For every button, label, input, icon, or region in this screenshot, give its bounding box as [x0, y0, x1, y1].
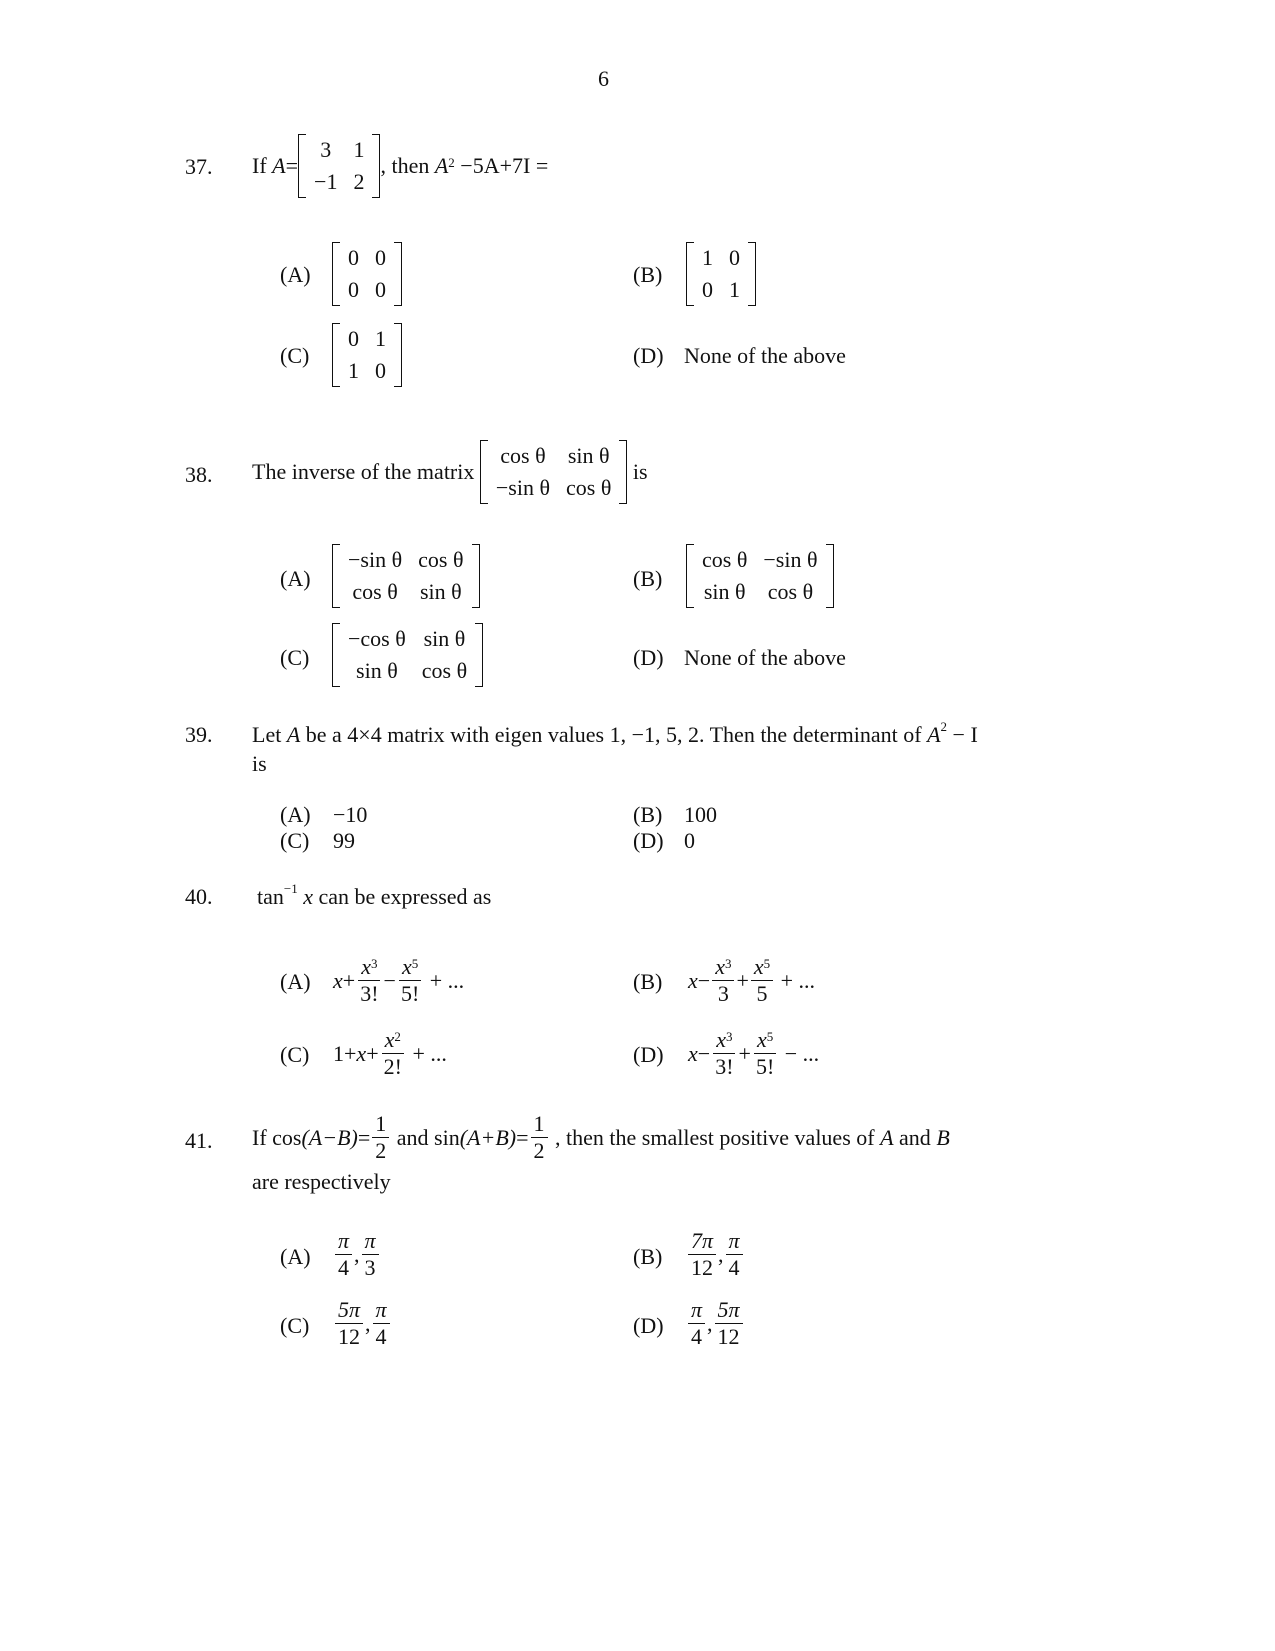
q41-option-b-expr: $\frac{7\pi}{12}$ , $\frac{\pi}{4}$	[686, 1228, 745, 1281]
q40-option-c-expr: 1+ x + $\frac{x^2}{2!}$ + ...	[333, 1027, 447, 1079]
q40-stem: $\tan^{-1} x$ can be expressed as	[257, 881, 492, 909]
option-a-label: (A)	[280, 969, 311, 994]
q38-stem: The inverse of the matrix cos θ sin θ −sin θ cos θ is	[252, 440, 648, 504]
q38-option-a-matrix: −sin θ cos θ cos θ sin θ	[332, 544, 480, 608]
question-number: 40.	[185, 884, 213, 909]
q38-matrix: cos θ sin θ −sin θ cos θ	[480, 440, 628, 504]
option-d-label: (D)	[633, 645, 664, 670]
q38-option-c-matrix: −cos θ sin θ sin θ cos θ	[332, 623, 483, 687]
q41-option-a-expr: $\frac{\pi}{4}$ , $\frac{\pi}{3}$	[333, 1228, 381, 1281]
option-d-label: (D)	[633, 343, 664, 368]
q41-option-c-expr: $\frac{5\pi}{12}$ , $\frac{\pi}{4}$	[333, 1297, 392, 1350]
q38-option-b-matrix: cos θ −sin θ sin θ cos θ	[686, 544, 834, 608]
option-b-label: (B)	[633, 969, 663, 994]
option-a-label: (A)	[280, 262, 311, 287]
option-d-text: None of the above	[684, 645, 846, 670]
option-c-label: (C)	[280, 1042, 310, 1067]
q37-option-b-matrix: 1 0 0 1	[686, 242, 756, 306]
option-a-label: (A)	[280, 1244, 311, 1269]
option-d-value: 0	[684, 828, 695, 853]
option-d-label: (D)	[633, 1042, 664, 1067]
q40-option-d-expr: x − $\frac{x^3}{3!}$ + $\frac{x^5}{5!}$ − ...	[688, 1027, 820, 1079]
option-d-text: None of the above	[684, 343, 846, 368]
q37-stem: If A = 3 1 −1 2 , then A $^2$ −5A+7I =	[252, 134, 548, 198]
option-a-label: (A)	[280, 566, 311, 591]
option-d-label: (D)	[633, 1313, 664, 1338]
q37-matrix: 3 1 −1 2	[298, 134, 380, 198]
q40-option-a-expr: x + $\frac{x^3}{3!}$ − $\frac{x^5}{5!}$ + ...	[333, 954, 465, 1006]
option-c-value: 99	[333, 828, 355, 853]
option-b-label: (B)	[633, 262, 663, 287]
option-b-label: (B)	[633, 802, 663, 827]
option-c-label: (C)	[280, 645, 310, 670]
q39-stem-line1: Let A be a 4×4 matrix with eigen values 1, −1, 5, 2. Then the determinant of $A^2 - I$	[252, 719, 978, 747]
option-d-label: (D)	[633, 828, 664, 853]
question-number: 39.	[185, 722, 213, 747]
option-b-value: 100	[684, 802, 717, 827]
q39-stem-line2: is	[252, 751, 267, 776]
option-b-label: (B)	[633, 566, 663, 591]
q37-option-c-matrix: 0 1 1 0	[332, 323, 402, 387]
question-number: 38.	[185, 462, 213, 487]
option-c-label: (C)	[280, 828, 310, 853]
q41-option-d-expr: $\frac{\pi}{4}$ , $\frac{5\pi}{12}$	[686, 1297, 745, 1350]
option-a-label: (A)	[280, 802, 311, 827]
question-number: 37.	[185, 154, 213, 179]
q41-stem-line2: are respectively	[252, 1169, 391, 1194]
option-c-label: (C)	[280, 1313, 310, 1338]
question-number: 41.	[185, 1128, 213, 1153]
page-number: 6	[598, 66, 609, 91]
q41-stem-line1: If cos (A−B) = $\frac{1}{2}$ and sin (A+B) = $\frac{1}{2}$ , then the smallest positive values of A and B	[252, 1111, 950, 1163]
q37-option-a-matrix: 0 0 0 0	[332, 242, 402, 306]
q40-option-b-expr: x − $\frac{x^3}{3}$ + $\frac{x^5}{5}$ + ...	[688, 954, 816, 1006]
option-a-value: −10	[333, 802, 368, 827]
option-b-label: (B)	[633, 1244, 663, 1269]
option-c-label: (C)	[280, 343, 310, 368]
